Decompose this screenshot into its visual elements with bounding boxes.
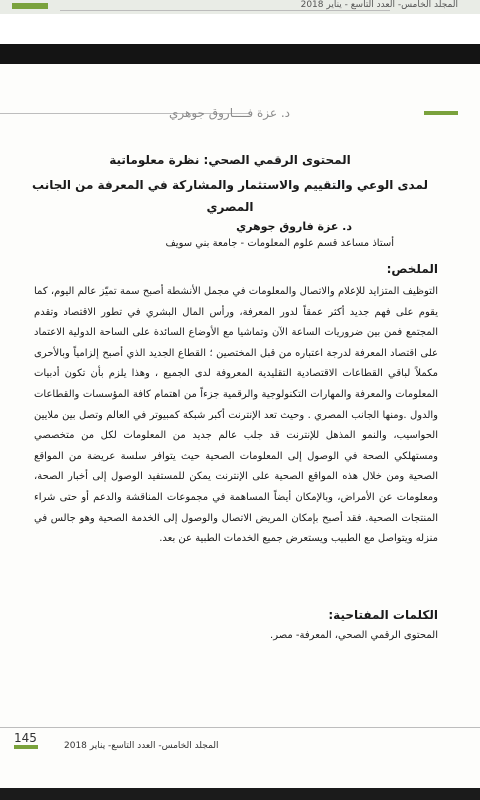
top-rule — [60, 10, 390, 11]
page-number: 145 — [14, 731, 37, 745]
keywords-heading: الكلمات المفتاحية: — [328, 608, 438, 622]
title-line-2: لمدى الوعي والتقييم والاستثمار والمشاركة في المعرفة من الجانب المصري — [31, 178, 429, 214]
abstract-heading: الملخص: — [386, 262, 438, 276]
bottom-band — [0, 788, 480, 800]
running-head-author: د. عزة فــــاروق جوهري — [169, 106, 290, 120]
title-line-1: المحتوى الرقمي الصحي: نظرة معلوماتية — [109, 153, 351, 167]
article-title — [20, 150, 440, 218]
footer-accent-bar — [14, 745, 38, 749]
running-head-accent — [424, 111, 458, 115]
keywords-text: المحتوى الرقمي الصحي، المعرفة- مصر. — [270, 630, 438, 641]
author-affiliation: أستاذ مساعد قسم علوم المعلومات - جامعة بني سويف — [165, 238, 394, 249]
top-accent-bar — [12, 3, 48, 9]
page-gap-band — [0, 44, 480, 64]
top-issue-text: المجلد الخامس- العدد التاسع - يناير 2018 — [300, 0, 458, 10]
footer-rule — [0, 727, 480, 728]
author-name: د. عزة فاروق جوهري — [236, 220, 352, 233]
abstract-body: التوظيف المتزايد للإعلام والاتصال والمعلومات في مجمل الأنشطة أصبح سمة تميّز عالم اليوم، كما يقوم على فهم جديد أكثر عمقاً لدور المعرفة، ورأس المال البشري في تطور الاقتصاد وتقدم المجتمع فمن بين ضروريات الساعة الآن وتماشيا مع الأوضاع السائدة على الساحة الدولية الاعتماد على اقتصاد المعرفة لدرجة اعتباره من قبل المختصين ؛ القطاع الجديد الذي أصبح إلزامياً وبالأحرى مكملاً لباقي القطاعات الاقتصادية التقليدية المعروفة لدى الجميع ، وهذا يلزم بأن تكون أدبيات المعلومات والمعرفة والمهارات التكنولوجية والرقمية جزءاً من اهتمام كافة المؤسسات والقطاعات والدول .ومنها الجانب المصري . وحيث تعد الإنترنت أكبر شبكة كمبيوتر في العالم وتصل بين ملايين الحواسيب، والنمو المذهل للإنترنت قد جلب عالم جديد من المعلومات لكل من متخصصي ومستهلكي الصحة في الوصول إلى المعلومات الصحية حيث يتوافر سلسة عريضة من المواقع الصحية ومن خلال هذه المواقع الصحية على الإنترنت يمكن للمستفيد الوصول إلى أخبار الصحة، ومعلومات عن الأمراض، وبالإمكان أيضاً المساهمة في مجموعات المناقشة والدعم أو حتى شراء المنتجات الصحية. فقد أصبح بإمكان المريض الاتصال والوصول إلى الخدمة الصحية وهو جالس في منزله ويتواصل مع الطبيب ويستعرض جميع الخدمات الطبية عن بعد. — [34, 286, 438, 545]
footer-issue-text: المجلد الخامس- العدد التاسع- يناير 2018 — [64, 741, 219, 751]
